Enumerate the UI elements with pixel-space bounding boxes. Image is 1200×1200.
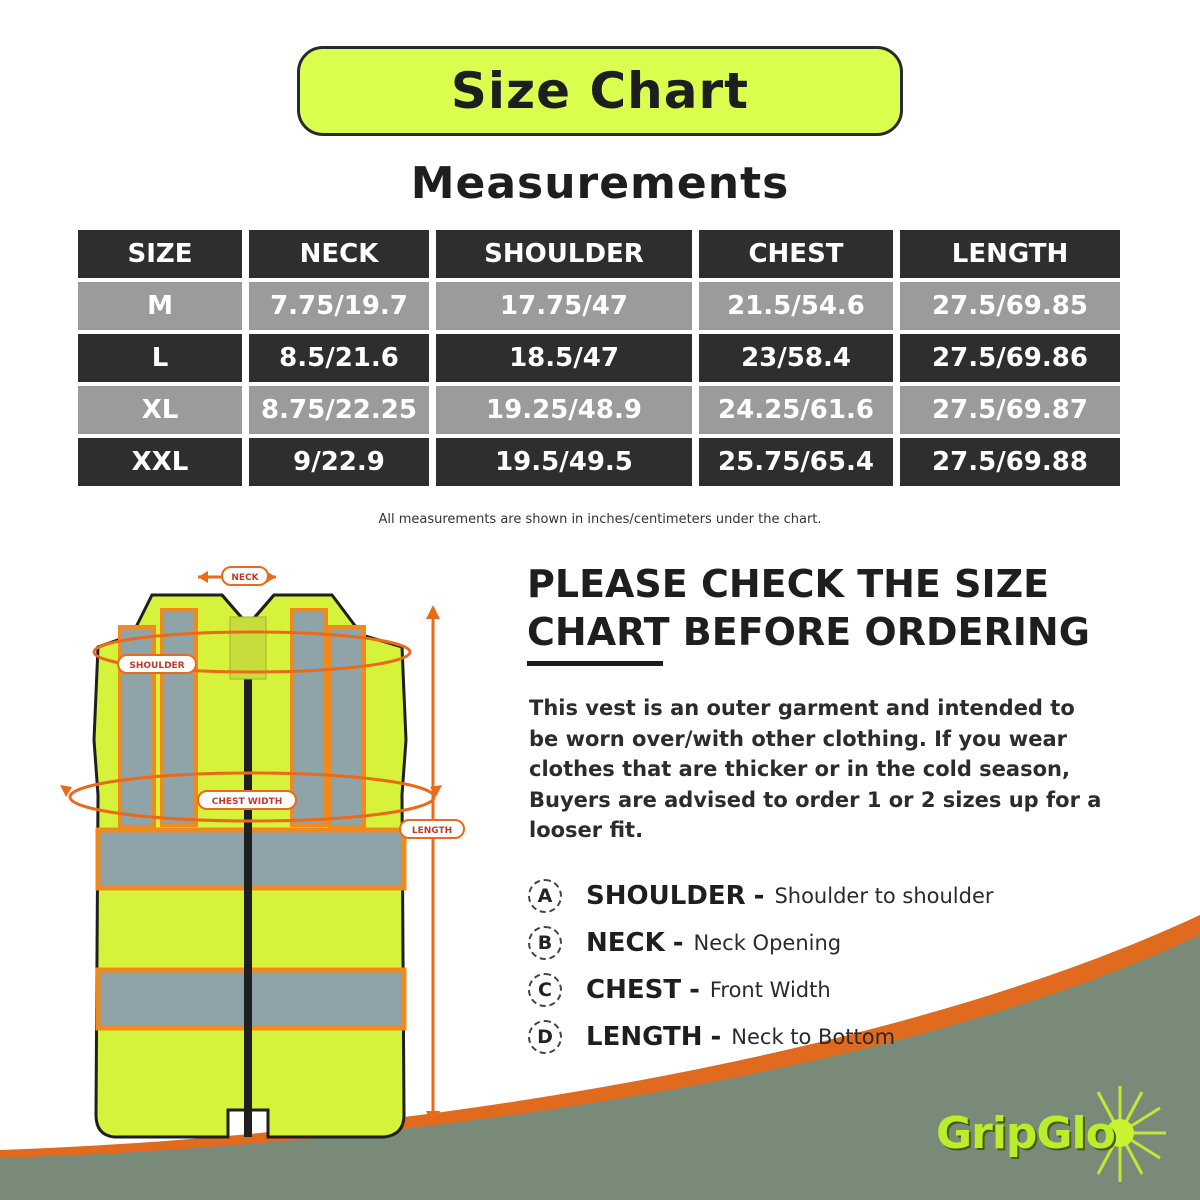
legend-item-neck: B NECK - Neck Opening (528, 919, 1168, 966)
cell-neck: 9/22.9 (249, 438, 429, 486)
table-header-row (78, 230, 1124, 278)
cell-neck: 7.75/19.7 (249, 282, 429, 330)
brand-name: GripGlo (936, 1108, 1115, 1159)
header-size: SIZE (78, 230, 242, 278)
cell-size: L (78, 334, 242, 382)
table-row (78, 386, 1124, 434)
vest-description: This vest is an outer garment and intended to be worn over/with other clothing. If you wear clothes that are thicker or in the cold season, Buyers are advised to order 1 or 2 sizes up for a looser fit. (529, 696, 1102, 842)
check-heading-line1: PLEASE CHECK THE SIZE (527, 562, 1050, 606)
header-neck: NECK (249, 230, 429, 278)
measurement-legend (528, 872, 1168, 1060)
header-shoulder: SHOULDER (436, 230, 692, 278)
legend-definition: Front Width (709, 977, 831, 1002)
vest-diagram (30, 555, 470, 1170)
table-row (78, 334, 1124, 382)
legend-definition: Shoulder to shoulder (774, 883, 994, 908)
letter-a-badge: A (528, 879, 562, 913)
length-label: LENGTH (411, 826, 453, 836)
cell-chest: 25.75/65.4 (699, 438, 893, 486)
cell-neck: 8.75/22.25 (249, 386, 429, 434)
cell-neck: 8.5/21.6 (249, 334, 429, 382)
cell-length: 27.5/69.87 (900, 386, 1120, 434)
legend-item-shoulder: A SHOULDER - Shoulder to shoulder (528, 872, 1168, 919)
measurements-heading: Measurements (410, 158, 790, 209)
size-table (78, 230, 1124, 490)
neck-label: NECK (231, 573, 259, 583)
heading-underline (527, 661, 663, 666)
cell-chest: 23/58.4 (699, 334, 893, 382)
shoulder-label: SHOULDER (129, 661, 185, 671)
legend-term: LENGTH (586, 1021, 703, 1052)
check-heading-line2: CHART BEFORE ORDERING (527, 610, 1090, 654)
cell-shoulder: 19.5/49.5 (436, 438, 692, 486)
gripglo-logo (930, 1078, 1170, 1188)
cell-shoulder: 17.75/47 (436, 282, 692, 330)
legend-item-length: D LENGTH - Neck to Bottom (528, 1013, 1168, 1060)
cell-chest: 21.5/54.6 (699, 282, 893, 330)
measurement-note: All measurements are shown in inches/centimeters under the chart. (378, 512, 822, 527)
cell-length: 27.5/69.85 (900, 282, 1120, 330)
reflective-strap-right (330, 627, 364, 827)
legend-term: SHOULDER (586, 880, 746, 911)
cell-chest: 24.25/61.6 (699, 386, 893, 434)
cell-length: 27.5/69.86 (900, 334, 1120, 382)
legend-definition: Neck to Bottom (731, 1024, 896, 1049)
letter-d-badge: D (528, 1020, 562, 1054)
size-chart-title: Size Chart (297, 46, 903, 136)
cell-length: 27.5/69.88 (900, 438, 1120, 486)
cell-size: XL (78, 386, 242, 434)
check-size-heading (527, 560, 1177, 656)
legend-definition: Neck Opening (693, 930, 842, 955)
header-length: LENGTH (900, 230, 1120, 278)
table-row (78, 282, 1124, 330)
cell-shoulder: 18.5/47 (436, 334, 692, 382)
cell-size: XXL (78, 438, 242, 486)
table-row (78, 438, 1124, 486)
letter-b-badge: B (528, 926, 562, 960)
cell-size: M (78, 282, 242, 330)
legend-term: NECK (586, 927, 665, 958)
legend-item-chest: C CHEST - Front Width (528, 966, 1168, 1013)
cell-shoulder: 19.25/48.9 (436, 386, 692, 434)
vest-illustration (30, 555, 470, 1170)
header-chest: CHEST (699, 230, 893, 278)
legend-term: CHEST (586, 974, 682, 1005)
chest-label: CHEST WIDTH (211, 797, 283, 807)
letter-c-badge: C (528, 973, 562, 1007)
